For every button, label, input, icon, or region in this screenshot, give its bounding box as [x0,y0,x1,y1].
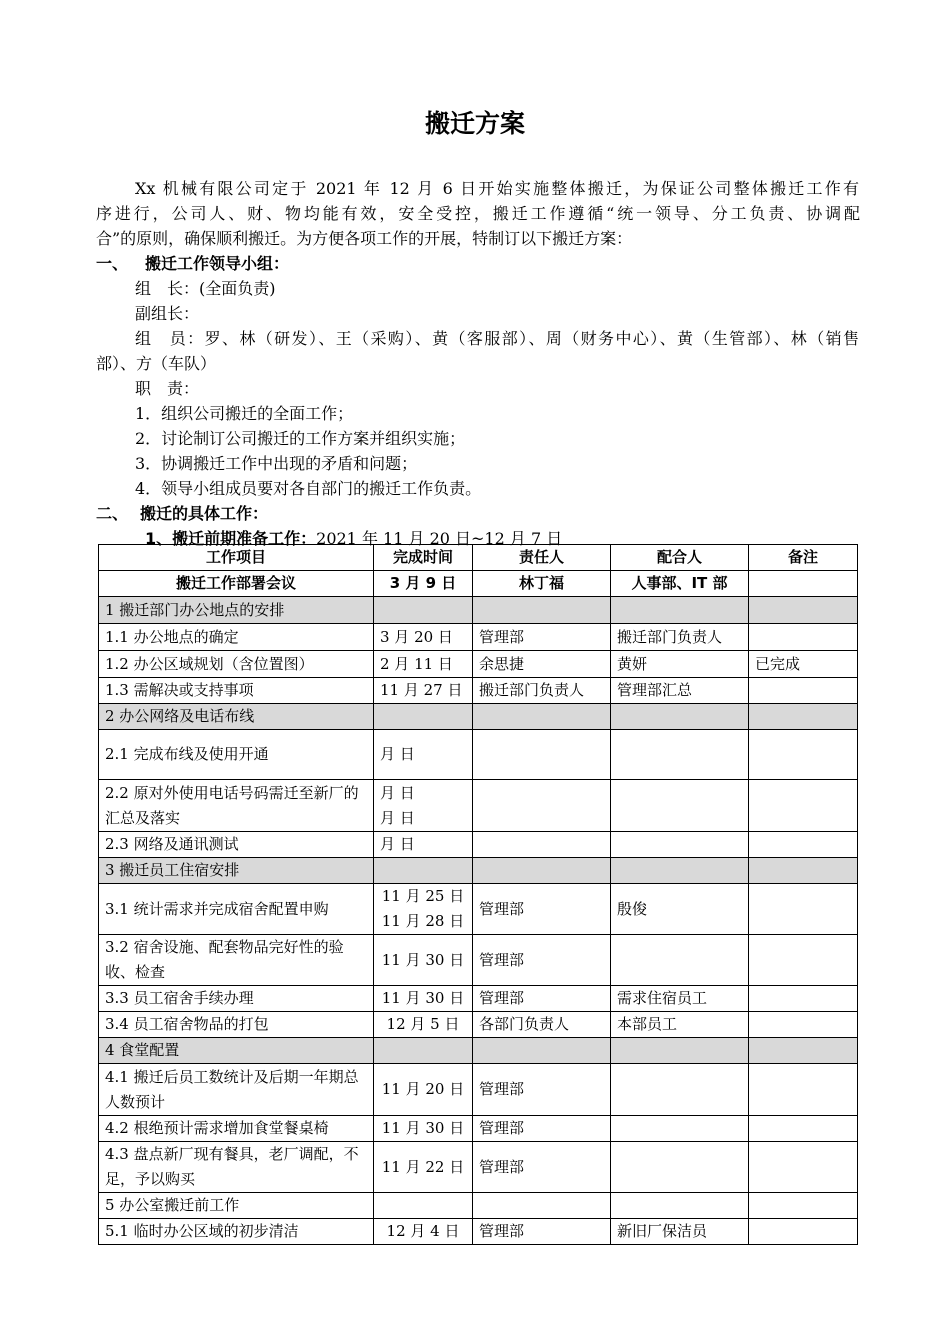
members-line-1: 组 员：罗、林（研发）、王（采购）、黄（客服部）、周（财务中心）、黄（生管部）、林（销售 [135,329,859,348]
vice-leader-line: 副组长： [135,304,200,323]
table-cell: 新旧厂保洁员 [611,1219,749,1245]
table-row [99,1012,858,1038]
date-line: 月 日 [380,808,415,827]
table-cell [749,571,858,597]
section-label: 2 办公网络及电话布线 [99,704,374,730]
table-cell [749,935,858,986]
table-cell [749,730,858,780]
table-cell [749,832,858,858]
table-cell: 1.1 办公地点的确定 [99,624,374,651]
table-cell: 4.1 搬迁后员工数统计及后期一年期总人数预计 [99,1064,374,1116]
table-row [99,935,858,986]
document-title: 搬迁方案 [424,109,525,138]
table-cell: 管理部 [473,935,611,986]
table-cell: 管理部 [473,1219,611,1245]
members-line-2: 部）、方（车队） [96,354,217,373]
table-row [99,1142,858,1193]
table-cell: 各部门负责人 [473,1012,611,1038]
table-cell [374,780,473,832]
table-cell [749,624,858,651]
table-row [99,1064,858,1116]
table-cell: 管理部 [473,986,611,1012]
table-cell [611,1064,749,1116]
table-cell: 本部员工 [611,1012,749,1038]
table-cell: 需求住宿员工 [611,986,749,1012]
relocation-task-table [98,544,858,1245]
date-line: 11 月 28 日 [381,912,465,930]
table-cell [374,884,473,935]
table-cell [473,832,611,858]
table-cell: 月 日 [374,832,473,858]
table-cell [749,1012,858,1038]
table-row [99,780,858,832]
table-cell: 月 日 [374,730,473,780]
section1-heading: 搬迁工作领导小组： [145,254,290,273]
intro-line-2: 序进行，公司人、财、物均能有效，安全受控，搬迁工作遵循“统一领导、分工负责、协调配 [96,204,860,223]
table-cell: 1.3 需解决或支持事项 [99,678,374,704]
subsection-dates: 2021 年 11 月 20 日~12 月 7 日 [316,529,563,548]
table-cell: 搬迁部门负责人 [473,678,611,704]
duty-item: 1．组织公司搬迁的全面工作； [135,404,354,423]
section-row [99,597,858,624]
table-cell: 2.1 完成布线及使用开通 [99,730,374,780]
section-label: 1 搬迁部门办公地点的安排 [99,597,374,624]
table-cell: 3.3 员工宿舍手续办理 [99,986,374,1012]
table-cell [749,1064,858,1116]
table-cell: 3.1 统计需求并完成宿舍配置申购 [99,884,374,935]
section-row [99,1193,858,1219]
table-cell [749,1116,858,1142]
table-row [99,1219,858,1245]
intro-line-1: Xx 机械有限公司定于 2021 年 12 月 6 日开始实施整体搬迁，为保证公司整体搬迁工作有 [135,179,859,198]
subsection-label: 1、搬迁前期准备工作： [145,529,317,548]
table-cell: 管理部汇总 [611,678,749,704]
table-cell: 殷俊 [611,884,749,935]
table-row [99,651,858,678]
table-cell [749,780,858,832]
table-row [99,730,858,780]
table-cell [611,1116,749,1142]
table-cell: 12 月 4 日 [374,1219,473,1245]
section-row [99,704,858,730]
table-row [99,1116,858,1142]
table-cell: 人事部、IT 部 [611,571,749,597]
table-cell [473,780,611,832]
table-cell: 已完成 [749,651,858,678]
table-cell: 2.3 网络及通讯测试 [99,832,374,858]
table-cell: 11 月 30 日 [374,986,473,1012]
section-label: 3 搬迁员工住宿安排 [99,858,374,884]
table-cell: 黄妍 [611,651,749,678]
table-cell [611,730,749,780]
table-row [99,884,858,935]
duty-item: 2．讨论制订公司搬迁的工作方案并组织实施； [135,429,466,448]
table-cell: 2.2 原对外使用电话号码需迁至新厂的汇总及落实 [99,780,374,832]
table-cell: 余思捷 [473,651,611,678]
table-cell [749,1219,858,1245]
table-cell: 3.4 员工宿舍物品的打包 [99,1012,374,1038]
date-line: 11 月 25 日 [381,887,465,905]
section-label: 5 办公室搬迁前工作 [99,1193,374,1219]
section-row [99,858,858,884]
section-row [99,1038,858,1064]
table-cell: 管理部 [473,1142,611,1193]
column-header: 配合人 [611,545,749,571]
table-cell [749,678,858,704]
table-cell: 11 月 20 日 [374,1064,473,1116]
table-cell: 林丁福 [473,571,611,597]
table-cell: 11 月 22 日 [374,1142,473,1193]
table-cell: 11 月 27 日 [374,678,473,704]
table-cell: 3 月 9 日 [374,571,473,597]
table-cell: 4.2 根绝预计需求增加食堂餐桌椅 [99,1116,374,1142]
table-cell: 3.2 宿舍设施、配套物品完好性的验收、检查 [99,935,374,986]
table-row [99,832,858,858]
table-cell: 管理部 [473,1064,611,1116]
column-header: 工作项目 [99,545,374,571]
table-cell: 3 月 20 日 [374,624,473,651]
section2-heading: 搬迁的具体工作： [140,504,269,523]
table-cell [473,730,611,780]
table-cell: 11 月 30 日 [374,1116,473,1142]
column-header: 完成时间 [374,545,473,571]
table-row [99,571,858,597]
table-cell [611,1142,749,1193]
table-cell: 2 月 11 日 [374,651,473,678]
table-cell: 11 月 30 日 [374,935,473,986]
table-cell: 12 月 5 日 [374,1012,473,1038]
table-cell [749,1142,858,1193]
table-row [99,678,858,704]
table-cell [749,986,858,1012]
table-cell: 管理部 [473,884,611,935]
table-cell [611,935,749,986]
table-cell: 管理部 [473,624,611,651]
table-cell: 搬迁工作部署会议 [99,571,374,597]
intro-line-3: 合”的原则，确保顺利搬迁。为方便各项工作的开展，特制订以下搬迁方案： [96,229,633,248]
section1-number: 一、 [96,254,129,273]
table-cell: 4.3 盘点新厂现有餐具，老厂调配，不足，予以购买 [99,1142,374,1193]
table-cell: 5.1 临时办公区域的初步清洁 [99,1219,374,1245]
table-cell [611,780,749,832]
table-cell: 管理部 [473,1116,611,1142]
table-header-row [99,545,858,571]
table-cell [749,884,858,935]
section-label: 4 食堂配置 [99,1038,374,1064]
column-header: 备注 [749,545,858,571]
duty-label: 职 责： [135,379,200,398]
date-line: 月 日 [380,783,415,802]
table-cell: 1.2 办公区域规划（含位置图） [99,651,374,678]
table-cell [611,832,749,858]
column-header: 责任人 [473,545,611,571]
leader-line: 组 长：(全面负责) [135,279,276,298]
table-cell: 搬迁部门负责人 [611,624,749,651]
section2-number: 二、 [96,504,129,523]
duty-item: 3．协调搬迁工作中出现的矛盾和问题； [135,454,418,473]
table-row [99,986,858,1012]
duty-item: 4．领导小组成员要对各自部门的搬迁工作负责。 [135,479,482,498]
table-row [99,624,858,651]
